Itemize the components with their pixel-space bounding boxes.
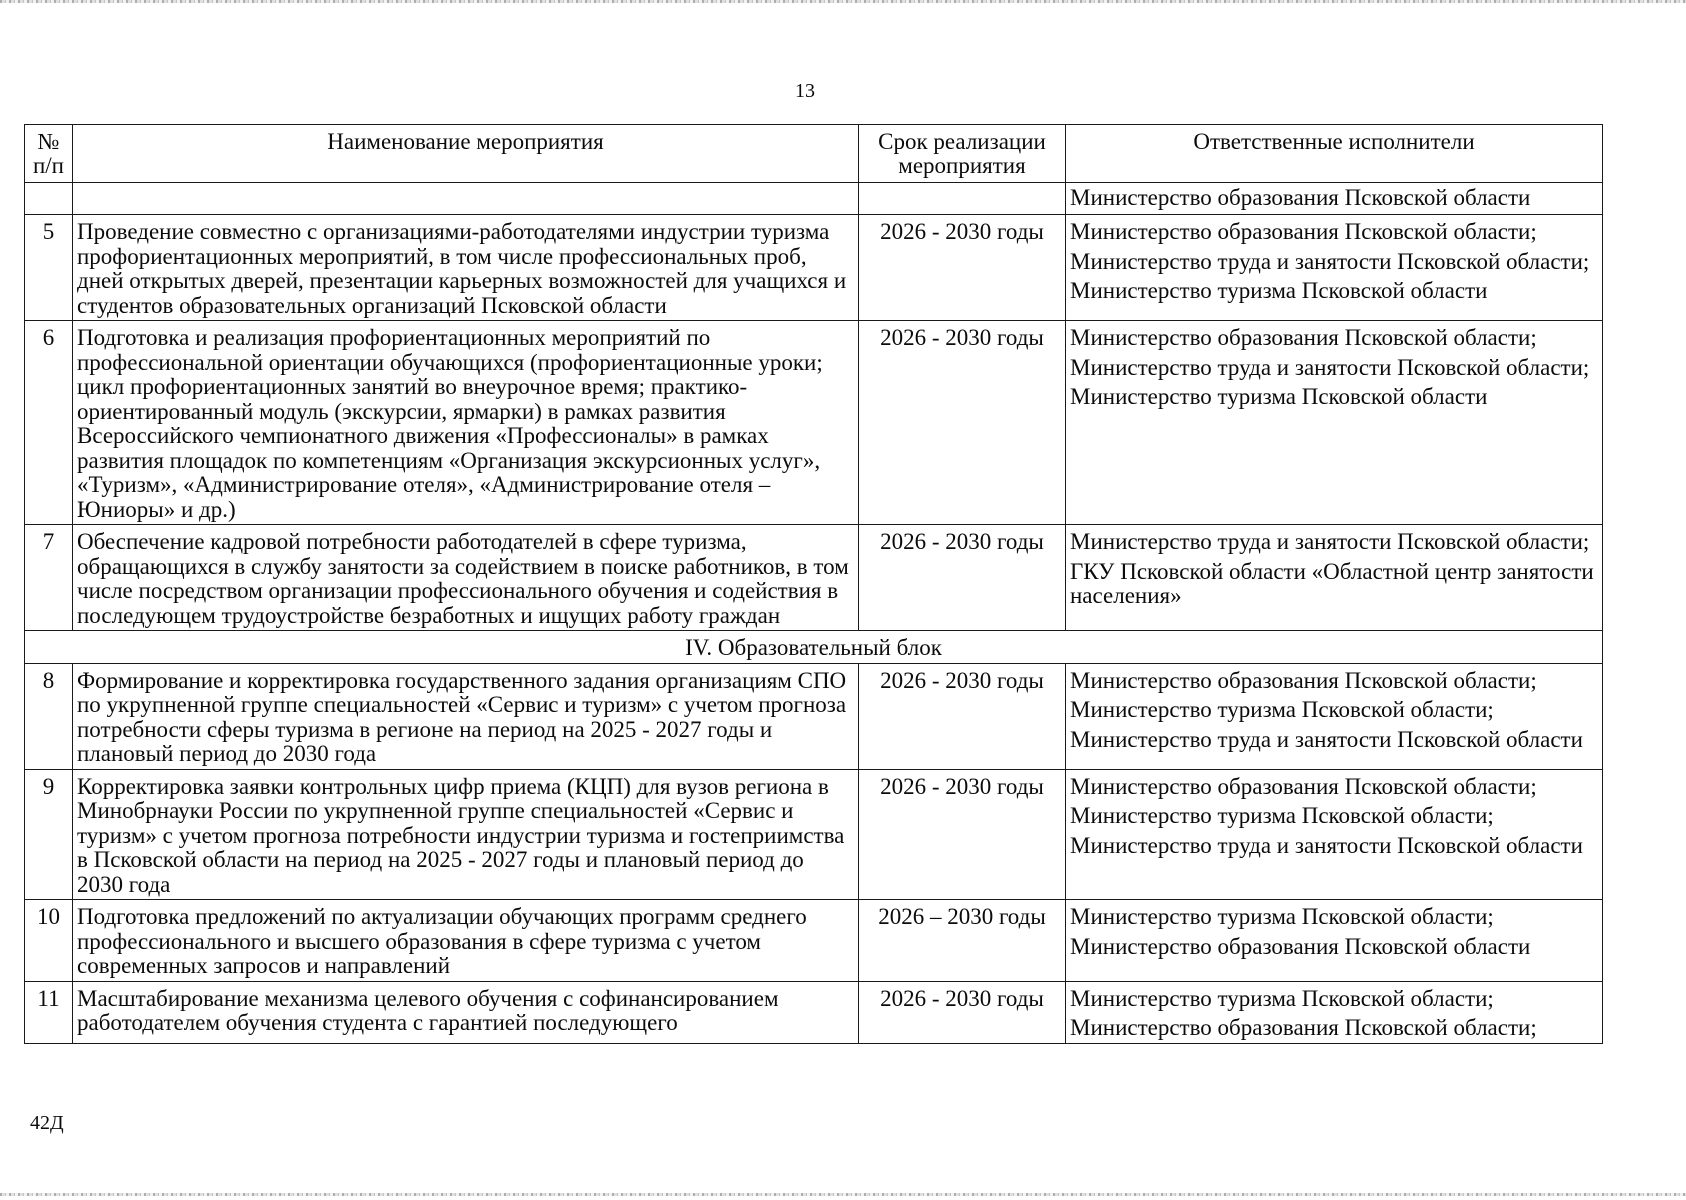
executor-item: Министерство туризма Псковской области <box>1070 384 1488 409</box>
row-responsible <box>1066 900 1603 982</box>
header-row <box>25 125 1603 183</box>
row-num: 5 <box>25 215 73 321</box>
table-row <box>25 900 1603 982</box>
row-responsible <box>1066 321 1603 525</box>
page-number: 13 <box>795 80 815 102</box>
row-responsible <box>1066 981 1603 1043</box>
row-term: 2026 - 2030 годы <box>859 769 1066 900</box>
section-row <box>25 631 1603 664</box>
document-code: 42Д <box>30 1112 64 1134</box>
executor-item: Министерство туризма Псковской области; <box>1070 803 1494 828</box>
table-row <box>25 981 1603 1043</box>
executor-item: Министерство туризма Псковской области <box>1070 278 1488 303</box>
row-name: Обеспечение кадровой потребности работодателей в сфере туризма, обращающихся в службу занятости за содействием в поиске работников, в том числе посредством организации профессионального обучения и содействия в последующем трудоустройстве безработных и ищущих работу граждан <box>73 525 859 631</box>
row-name <box>73 183 859 215</box>
table-body-block-a <box>25 183 1603 631</box>
executor-item: Министерство туризма Псковской области; <box>1070 697 1494 722</box>
header-name: Наименование мероприятия <box>73 125 859 183</box>
row-num <box>25 183 73 215</box>
table-row <box>25 663 1603 769</box>
row-num: 11 <box>25 981 73 1043</box>
executor-item: Министерство труда и занятости Псковской области <box>1070 832 1583 858</box>
measures-table <box>24 124 1603 1044</box>
table-row <box>25 525 1603 631</box>
executor-item: Министерство образования Псковской области <box>1070 933 1531 959</box>
executor-item: Министерство образования Псковской области; <box>1070 325 1537 350</box>
executor-item: Министерство образования Псковской области; <box>1070 1015 1537 1040</box>
continuation-row <box>25 183 1603 215</box>
row-num: 9 <box>25 769 73 900</box>
table-body-block-b <box>25 663 1603 1043</box>
header-responsible: Ответственные исполнители <box>1066 125 1603 183</box>
row-term: 2026 - 2030 годы <box>859 981 1066 1043</box>
section-title: IV. Образовательный блок <box>25 631 1603 664</box>
executor-item: Министерство образования Псковской области; <box>1070 667 1537 693</box>
scan-edge-bottom <box>0 1193 1686 1196</box>
executor-item: Министерство труда и занятости Псковской области <box>1070 726 1583 752</box>
executor-item: Министерство образования Псковской области; <box>1070 773 1537 799</box>
header-term: Срок реализации мероприятия <box>859 125 1066 183</box>
row-name: Подготовка и реализация профориентационных мероприятий по профессиональной ориентации обучающихся (профориентационные уроки; цикл профориентационных занятий во внеурочное время; практико-ориентированный модуль (экскурсии, ярмарки) в рамках развития Всероссийского чемпионатного движения «Профессионалы» в рамках развития площадок по компетенциям «Организация экскурсионных услуг», «Туризм», «Администрирование отеля», «Администрирование отеля – Юниоры» и др.) <box>73 321 859 525</box>
executor-item: Министерство образования Псковской области <box>1070 185 1531 210</box>
row-num: 8 <box>25 663 73 769</box>
row-responsible <box>1066 215 1603 321</box>
section-header-body <box>25 631 1603 664</box>
executor-item: Министерство туризма Псковской области; <box>1070 904 1494 929</box>
row-term: 2026 - 2030 годы <box>859 215 1066 321</box>
row-name: Проведение совместно с организациями-работодателями индустрии туризма профориентационных мероприятий, в том числе профессиональных проб, дней открытых дверей, презентации карьерных возможностей для учащихся и студентов образовательных организаций Псковской области <box>73 215 859 321</box>
table-header <box>25 125 1603 183</box>
row-term: 2026 - 2030 годы <box>859 663 1066 769</box>
executor-item: Министерство образования Псковской области; <box>1070 219 1537 244</box>
row-num: 6 <box>25 321 73 525</box>
executor-item: Министерство туризма Псковской области; <box>1070 985 1494 1011</box>
table-row <box>25 321 1603 525</box>
row-name: Корректировка заявки контрольных цифр приема (КЦП) для вузов региона в Минобрнауки России по укрупненной группе специальностей «Сервис и туризм» с учетом прогноза потребности индустрии туризма и гостеприимства в Псковской области на период на 2025 - 2027 годы и плановый период до 2030 года <box>73 769 859 900</box>
executor-item: Министерство труда и занятости Псковской области; <box>1070 529 1590 554</box>
row-responsible <box>1066 769 1603 900</box>
row-responsible <box>1066 525 1603 631</box>
row-name: Масштабирование механизма целевого обучения с софинансированием работодателем обучения студента с гарантией последующего <box>73 981 859 1043</box>
row-responsible <box>1066 183 1603 215</box>
row-num: 7 <box>25 525 73 631</box>
executor-item: Министерство труда и занятости Псковской области; <box>1070 248 1590 274</box>
executor-item: Министерство труда и занятости Псковской области; <box>1070 354 1590 380</box>
executor-item: ГКУ Псковской области «Областной центр занятости населения» <box>1070 558 1594 608</box>
scan-edge-top <box>0 0 1686 3</box>
row-term: 2026 - 2030 годы <box>859 525 1066 631</box>
row-responsible <box>1066 663 1603 769</box>
row-term: 2026 - 2030 годы <box>859 321 1066 525</box>
header-num: № п/п <box>25 125 73 183</box>
row-term: 2026 – 2030 годы <box>859 900 1066 982</box>
row-term <box>859 183 1066 215</box>
row-name: Формирование и корректировка государственного задания организациям СПО по укрупненной группе специальностей «Сервис и туризм» с учетом прогноза потребности сферы туризма в регионе на период на 2025 - 2027 годы и плановый период до 2030 года <box>73 663 859 769</box>
table-row <box>25 769 1603 900</box>
row-name: Подготовка предложений по актуализации обучающих программ среднего профессионального и высшего образования в сфере туризма с учетом современных запросов и направлений <box>73 900 859 982</box>
table-row <box>25 215 1603 321</box>
row-num: 10 <box>25 900 73 982</box>
